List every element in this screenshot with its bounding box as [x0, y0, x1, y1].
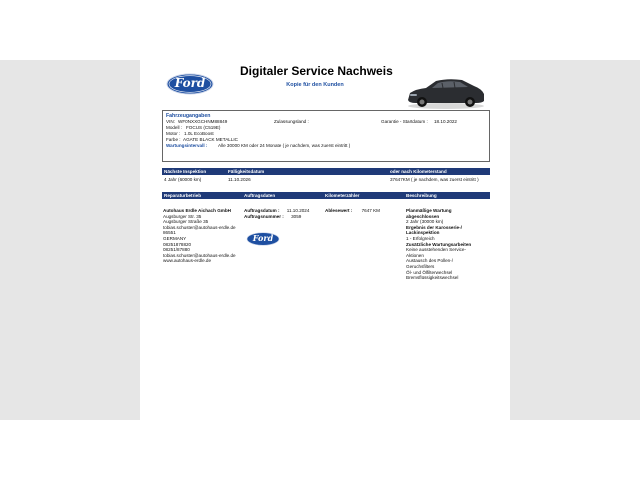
order-date-label: Auftragsdatum :	[244, 208, 280, 213]
color-value: AGATE BLACK METALLIC	[183, 137, 238, 142]
next-inspection-header: Nächste Inspektion	[164, 169, 207, 174]
mileage-header: oder nach Kilometerstand	[390, 169, 447, 174]
odometer-data	[325, 208, 380, 214]
description-header: Beschreibung	[406, 193, 437, 198]
order-header: Auftragsdaten	[244, 193, 276, 198]
description-line: 1 - Erfolgreich	[406, 235, 435, 241]
interval-label: Wartungsintervall :	[166, 143, 208, 148]
due-date-header: Fälligkeitsdatum	[228, 169, 265, 174]
odometer-header: Kilometerzähler	[325, 193, 360, 198]
engine-value: 1.0L EcoBoost	[184, 131, 214, 136]
page-title: Digitaler Service Nachweis	[240, 64, 393, 78]
dealer-line: Autohaus Erdle Aichach GmbH	[163, 208, 231, 213]
order-number-label: Auftragsnummer :	[244, 213, 284, 219]
next-inspection-value: 4 Jahr (60000 km)	[164, 177, 202, 182]
registration-label: Zulassungsland :	[274, 119, 309, 124]
ford-logo-small-text: Ford	[252, 233, 274, 243]
service-document	[140, 60, 510, 420]
service-header-bar	[162, 192, 490, 199]
car-image-icon	[402, 74, 488, 110]
order-data	[244, 208, 309, 219]
mileage-value: 37647KM ( je nachdem, was zuerst eintritt )	[390, 177, 479, 182]
description-line: Aktionen	[406, 252, 424, 258]
left-margin	[0, 60, 140, 420]
due-date-value: 11.10.2026	[228, 177, 251, 182]
dealer-line: Augsburger Straße 35	[163, 219, 209, 225]
dealer-line: tobias.schuster@autohaus-erdle.de	[163, 224, 236, 230]
dealer-line: tobias.schuster@autohaus-erdle.de	[163, 252, 236, 258]
odometer-label: Ablesewert :	[325, 208, 353, 213]
description-line: Zusätzliche Wartungsarbeiten	[406, 241, 472, 247]
ford-logo-text: Ford	[174, 76, 206, 90]
dealer-line: www.autohaus-erdle.de	[163, 258, 212, 264]
description-line: Öl- und Ölfilterwechsel	[406, 269, 453, 275]
odometer-value: 7647 KM	[361, 208, 380, 213]
warranty-value: 18.10.2022	[434, 119, 457, 124]
dealer-line: Augsburger Str. 35	[163, 213, 202, 219]
dealer-line: 08251878820	[163, 241, 192, 247]
description-line: abgeschlossen	[406, 213, 440, 219]
engine-label: Motor :	[166, 131, 181, 136]
dealer-line: GERMANY	[163, 235, 187, 241]
description-line: Keine ausstehenden Service-	[406, 247, 467, 253]
description-line: Planmäßige Wartung	[406, 208, 452, 213]
dealer-line: 86551	[163, 230, 176, 236]
warranty-label: Garantie - Startdatum :	[381, 119, 428, 124]
description-line: 2 Jahr (30000 km)	[406, 219, 444, 225]
description-line: Lackinspektion	[406, 230, 440, 236]
order-number-value: 3059	[291, 213, 302, 219]
vin-label: VIN:	[166, 119, 175, 124]
description-line: Austausch des Pollen-/	[406, 258, 453, 264]
color-label: Farbe :	[166, 137, 181, 142]
model-value: FOCUS (C519E)	[186, 125, 221, 130]
dealer-line: 08251/87880	[163, 247, 190, 253]
right-margin	[510, 60, 640, 420]
dealer-address	[163, 208, 236, 264]
vehicle-section-title: Fahrzeugangaben	[166, 113, 211, 119]
description-line: Ergebnis der Karosserie-/	[406, 224, 462, 230]
description-line: Geruchsfilters	[406, 263, 435, 269]
model-label: Modell :	[166, 125, 183, 130]
interval-value: Alle 30000 KM oder 24 Monate ( je nachdem, was zuerst eintritt )	[218, 143, 351, 148]
order-date-value: 11.10.2024	[286, 208, 310, 213]
vin-value: WF0NXXGCHNM88849	[178, 119, 228, 124]
service-description	[406, 208, 471, 281]
page-subtitle: Kopie für den Kunden	[286, 82, 344, 88]
description-line: Bremsflüssigkeitswechsel	[406, 275, 459, 281]
vehicle-info-box	[162, 110, 490, 162]
dealer-header: Reparaturbetrieb	[164, 193, 202, 198]
next-inspection-header-bar	[162, 168, 490, 175]
